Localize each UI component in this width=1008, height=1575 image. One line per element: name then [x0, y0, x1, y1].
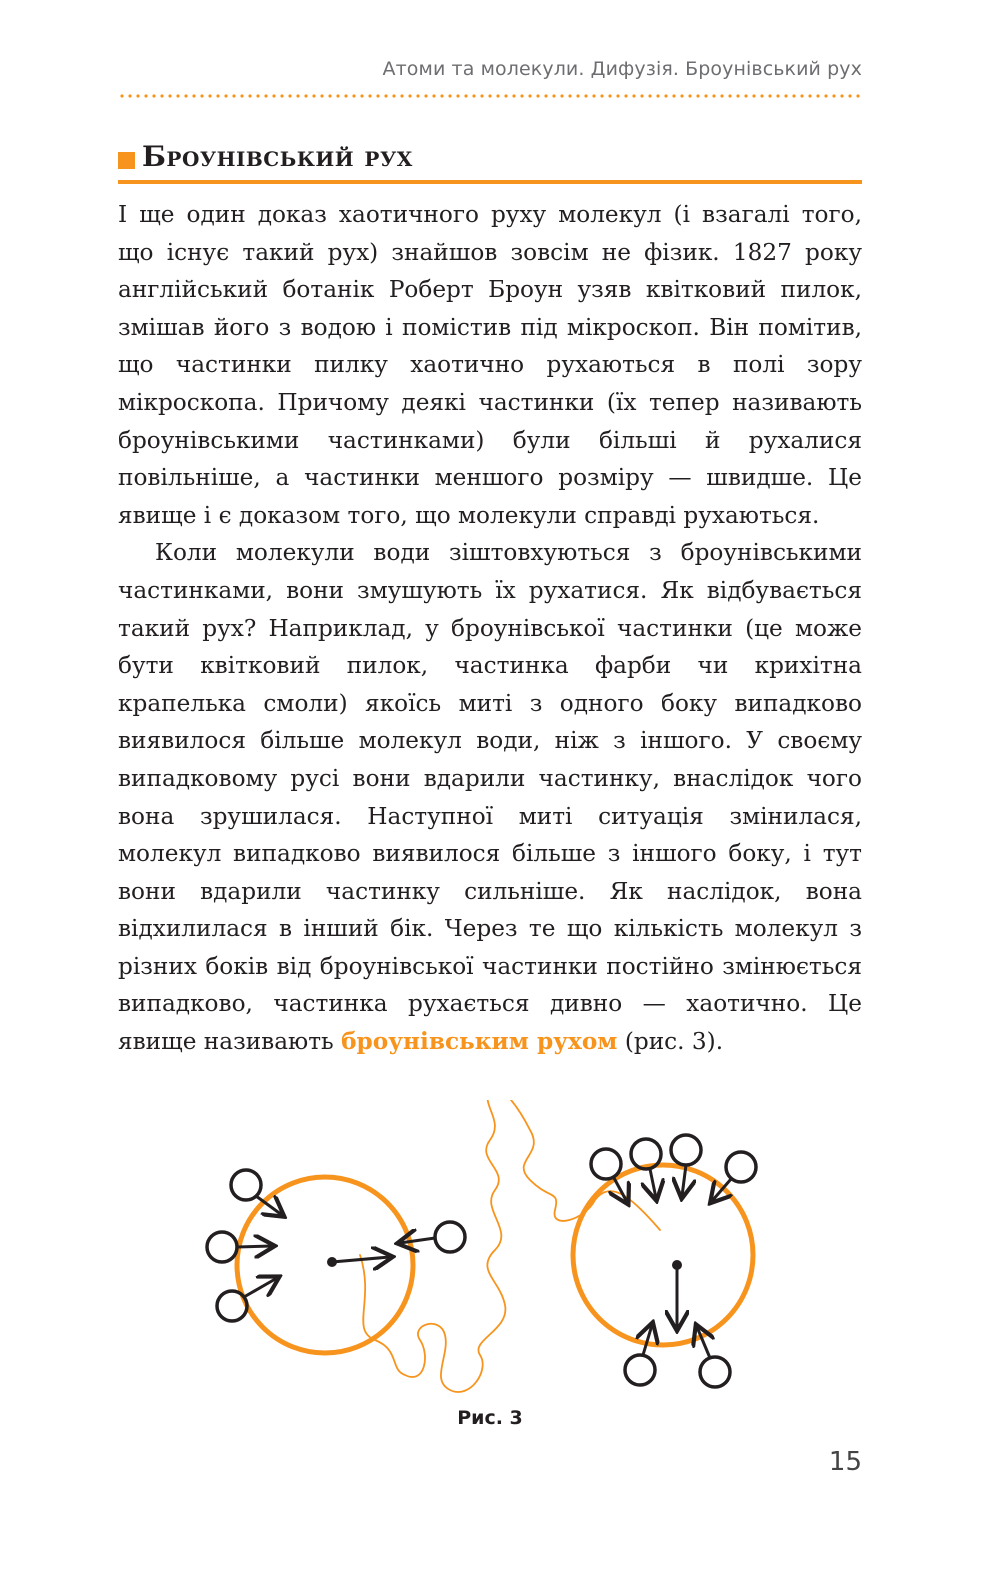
paragraph-2-end: (рис. 3). [617, 1028, 724, 1056]
figure-caption: Рис. 3 [457, 1407, 523, 1429]
running-header: Атоми та молекули. Дифузія. Броунівський рух [382, 58, 862, 80]
water-molecule [697, 1327, 730, 1387]
brownian-particle-left [237, 1177, 413, 1353]
brownian-motion-figure [190, 1100, 790, 1400]
section-heading [118, 140, 862, 184]
dotted-divider [118, 94, 862, 98]
page-number: 15 [828, 1447, 862, 1477]
brownian-particle-right [573, 1165, 753, 1345]
body-text [118, 196, 862, 1061]
key-term: броунівським рухом [341, 1028, 618, 1056]
section-title: Броунівський рух [142, 140, 413, 173]
orange-square-icon [118, 152, 135, 169]
paragraph-2 [118, 534, 862, 1060]
paragraph-2-text: Коли молекули води зіштовхуються з броунівськими частинками, вони змушують їх рухатися. Як відбувається такий рух? Наприклад, у броунівської частинки (це може бути квітковий пилок, частинка фарби чи крихітна крапелька смоли) якоїсь миті з одного боку випадково виявилося більше молекул води, ніж з іншого. У своєму випадковому русі вони вдарили частинку, внаслідок чого вона зрушилася. Наступної миті ситуація змінилася, молекул випадково виявилося більше з іншого боку, і тут вони вдарили частинку сильніше. Як наслідок, вона відхилилася в інший бік. Через те що кількість молекул з різних боків від броунівської частинки постійно змінюється випадково, частинка рухається дивно — хаотично. Це явище називають [118, 539, 862, 1056]
random-walk-path [360, 1100, 660, 1392]
paragraph-1: І ще один доказ хаотичного руху молекул (і взагалі того, що існує такий рух) знайшов зовсім не фізик. 1827 року англійський ботанік Роберт Броун узяв квітковий пилок, змішав його з водою і помістив під мікроскоп. Він помітив, що частинки пилку хаотично рухаються в полі зору мікроскопа. Причому деякі частинки (їх тепер називають броунівськими частинками) були більші й рухалися повільніше, а частинки меншого розміру — швидше. Це явище і є доказом того, що молекули справді рухаються. [118, 201, 862, 529]
water-molecule [625, 1325, 655, 1385]
water-molecule [712, 1152, 756, 1201]
water-molecule [217, 1278, 277, 1321]
